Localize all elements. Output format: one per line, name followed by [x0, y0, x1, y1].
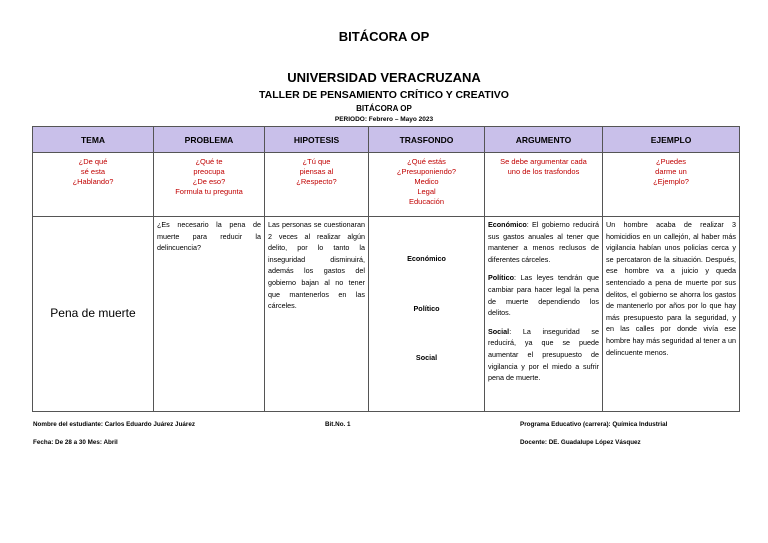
- date-label: Fecha: De 28 a 30 Mes: Abril: [33, 439, 118, 446]
- prompt-line: ¿Puedes: [655, 157, 687, 166]
- argumento-label: Político: [488, 273, 514, 283]
- hipotesis-value: Las personas se cuestionaran 2 veces al realizar algún delito, por lo tanto la inseguridad disminuirá, además los gastos del gobierno bajan al no tener que mantenerlos en las cárceles.: [265, 217, 369, 412]
- trasfondo-politico: Político: [413, 304, 440, 313]
- content-row: [33, 217, 740, 412]
- prompt-problema: [154, 153, 265, 217]
- prompt-line: Se debe argumentar cada: [500, 157, 587, 166]
- prompt-trasfondo: [369, 153, 485, 217]
- header-hipotesis: HIPOTESIS: [265, 127, 369, 153]
- header-tema: TEMA: [33, 127, 154, 153]
- teacher-name: Docente: DE. Guadalupe López Vásquez: [520, 439, 641, 446]
- prompt-tema: [33, 153, 154, 217]
- header-ejemplo: EJEMPLO: [603, 127, 740, 153]
- prompt-line: piensas al: [299, 167, 334, 176]
- argumento-text: : La inseguridad se reducirá, ya que se puede aumentar el presupuesto de vigilancia y por el miedo a sufrir pena de muerte.: [488, 326, 599, 383]
- student-name: Nombre del estudiante: Carlos Eduardo Juárez Juárez: [33, 421, 196, 428]
- prompt-line: sé esta: [80, 167, 106, 176]
- prompt-ejemplo: [603, 153, 740, 217]
- trasfondo-social: Social: [415, 353, 438, 362]
- argumento-text: : El gobierno reducirá sus gastos anuales al tener que mantener a menos reclusos de diferentes cárceles.: [488, 220, 599, 264]
- log-subtitle: BITÁCORA OP: [356, 104, 412, 113]
- prompt-line: ¿De eso?: [192, 177, 226, 186]
- prompt-line: uno de los trasfondos: [507, 167, 580, 176]
- bit-number: Bit.No. 1: [325, 421, 351, 428]
- prompt-line: ¿Hablando?: [72, 177, 114, 186]
- period-label: PERIODO: Febrero – Mayo 2023: [334, 116, 434, 123]
- argumento-cell: [485, 217, 603, 412]
- prompt-line: ¿De qué: [78, 157, 108, 166]
- prompt-line: Legal: [417, 187, 436, 196]
- trasfondo-cell: [369, 217, 485, 412]
- header-row: [33, 127, 740, 153]
- prompt-line: ¿Ejemplo?: [653, 177, 689, 186]
- workshop-title: TALLER DE PENSAMIENTO CRÍTICO Y CREATIVO: [259, 89, 509, 101]
- argumento-social: [488, 326, 599, 384]
- prompt-row: [33, 153, 740, 217]
- prompt-line: Formula tu pregunta: [175, 187, 243, 196]
- prompt-line: Medico: [414, 177, 439, 186]
- tema-value: Pena de muerte: [33, 217, 154, 412]
- prompt-line: ¿Presuponiendo?: [396, 167, 457, 176]
- university-name: UNIVERSIDAD VERACRUZANA: [287, 70, 481, 85]
- header-argumento: ARGUMENTO: [485, 127, 603, 153]
- argumento-politico: [488, 272, 599, 318]
- prompt-line: ¿Qué estás: [407, 157, 446, 166]
- prompt-line: preocupa: [193, 167, 225, 176]
- prompt-argumento: [485, 153, 603, 217]
- argumento-label: Social: [488, 326, 510, 336]
- prompt-line: ¿Tú que: [302, 157, 331, 166]
- prompt-line: ¿Respecto?: [296, 177, 337, 186]
- argumento-label: Económico: [488, 220, 527, 229]
- ejemplo-value: Un hombre acaba de realizar 3 homicidios en un callejón, al haber más vigilancia habían unos policías cerca y se percataron de la situación. Después, ese hombre va a juicio y queda sentenciado a pena de muerte por sus delitos, el gobierno se ahorra los gastos de mantenerlo por años por lo que hay más presupuesto para la seguridad, y en las calles por donde vivía ese hombre hay más seguridad al tener a un delincuente menos.: [603, 217, 740, 412]
- program-name: Programa Educativo (carrera): Química Industrial: [520, 421, 668, 428]
- log-table: [32, 126, 740, 412]
- trasfondo-economico: Económico: [407, 254, 446, 263]
- prompt-hipotesis: [265, 153, 369, 217]
- header-problema: PROBLEMA: [154, 127, 265, 153]
- prompt-line: darme un: [655, 167, 687, 176]
- header-trasfondo: TRASFONDO: [369, 127, 485, 153]
- page-top-title: BITÁCORA OP: [338, 29, 430, 44]
- argumento-text: : Las leyes tendrán que cambiar para hacer legal la pena de muerte dependiendo los delitos.: [488, 273, 599, 318]
- problema-value: ¿Es necesario la pena de muerte para reducir la delincuencia?: [154, 217, 265, 412]
- prompt-line: Educación: [408, 197, 445, 206]
- prompt-line: ¿Qué te: [195, 157, 223, 166]
- argumento-economico: [488, 219, 599, 265]
